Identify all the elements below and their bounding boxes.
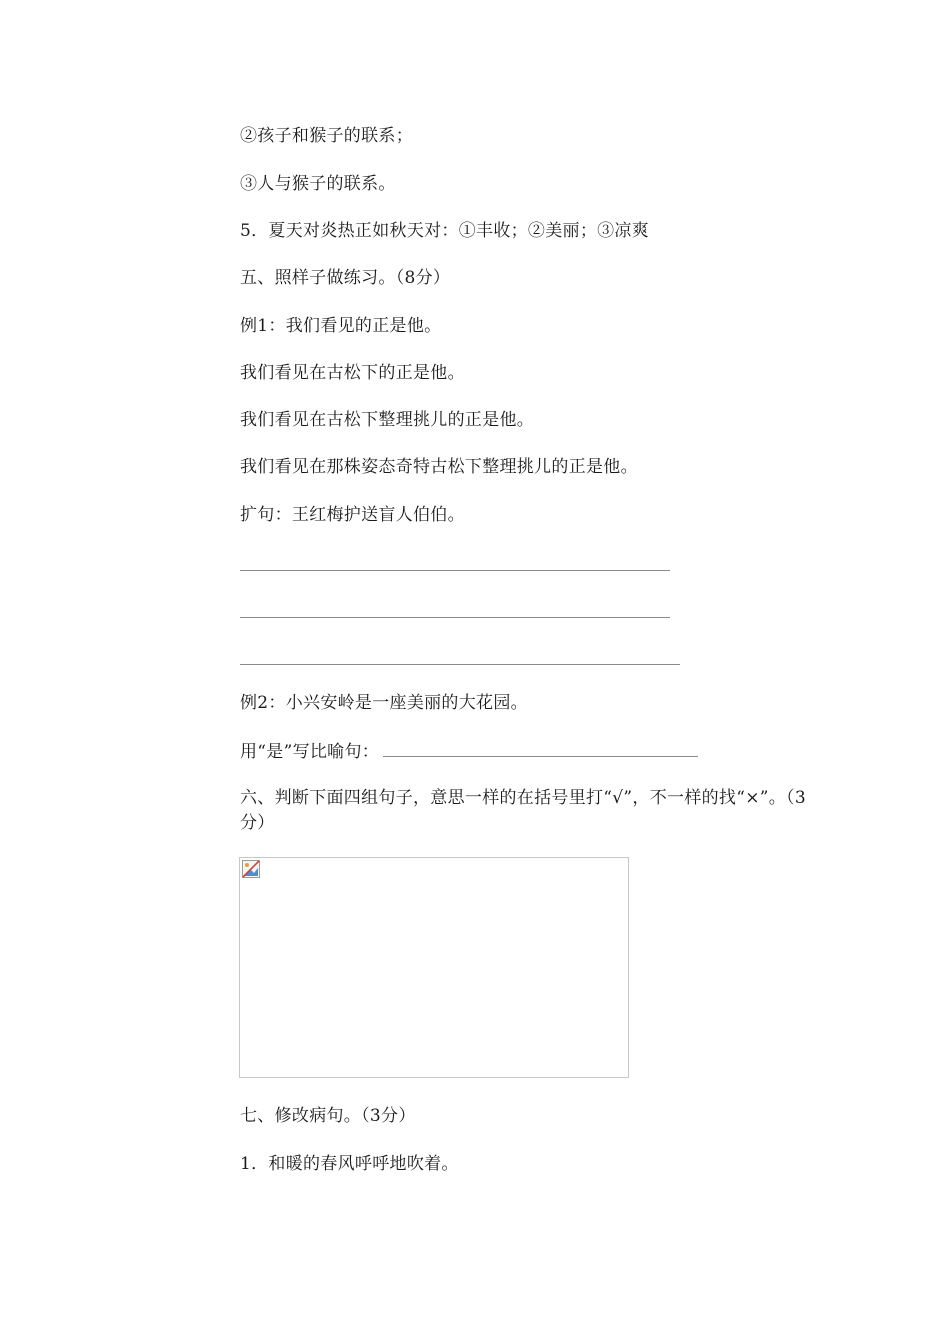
section-7-heading: 七、修改病句。（3分） [240, 1106, 416, 1126]
metaphor-answer-blank[interactable] [383, 738, 698, 757]
example-1-step-3: 我们看见在那株姿态奇特古松下整理挑儿的正是他。 [240, 457, 638, 477]
text-line-2: ③人与猴子的联系。 [240, 174, 396, 194]
answer-blank-1[interactable] [240, 570, 670, 571]
example-1-step-1: 我们看见在古松下的正是他。 [240, 363, 465, 383]
question-7-1: 1．和暖的春风呼呼地吹着。 [240, 1154, 459, 1174]
example-1-step-2: 我们看见在古松下整理挑儿的正是他。 [240, 410, 535, 430]
example-1: 例1：我们看见的正是他。 [240, 316, 442, 336]
question-5: 5．夏天对炎热正如秋天对：①丰收；②美丽；③凉爽 [240, 221, 650, 241]
expand-sentence-prompt: 扩句：王红梅护送盲人伯伯。 [240, 505, 465, 525]
answer-blank-3[interactable] [240, 664, 680, 665]
section-6-heading-text: 六、判断下面四组句子，意思一样的在括号里打“√”，不一样的找“×”。（3分） [240, 788, 806, 833]
metaphor-prompt-label: 用“是”写比喻句： [240, 742, 380, 762]
missing-image-placeholder [239, 857, 629, 1078]
text-line-1: ②孩子和猴子的联系； [240, 126, 413, 146]
section-6-heading [206, 786, 818, 836]
broken-image-icon [242, 860, 260, 878]
answer-blank-2[interactable] [240, 617, 670, 618]
example-2: 例2：小兴安岭是一座美丽的大花园。 [240, 693, 528, 713]
metaphor-prompt [240, 738, 698, 764]
section-5-heading: 五、照样子做练习。（8分） [240, 268, 451, 288]
